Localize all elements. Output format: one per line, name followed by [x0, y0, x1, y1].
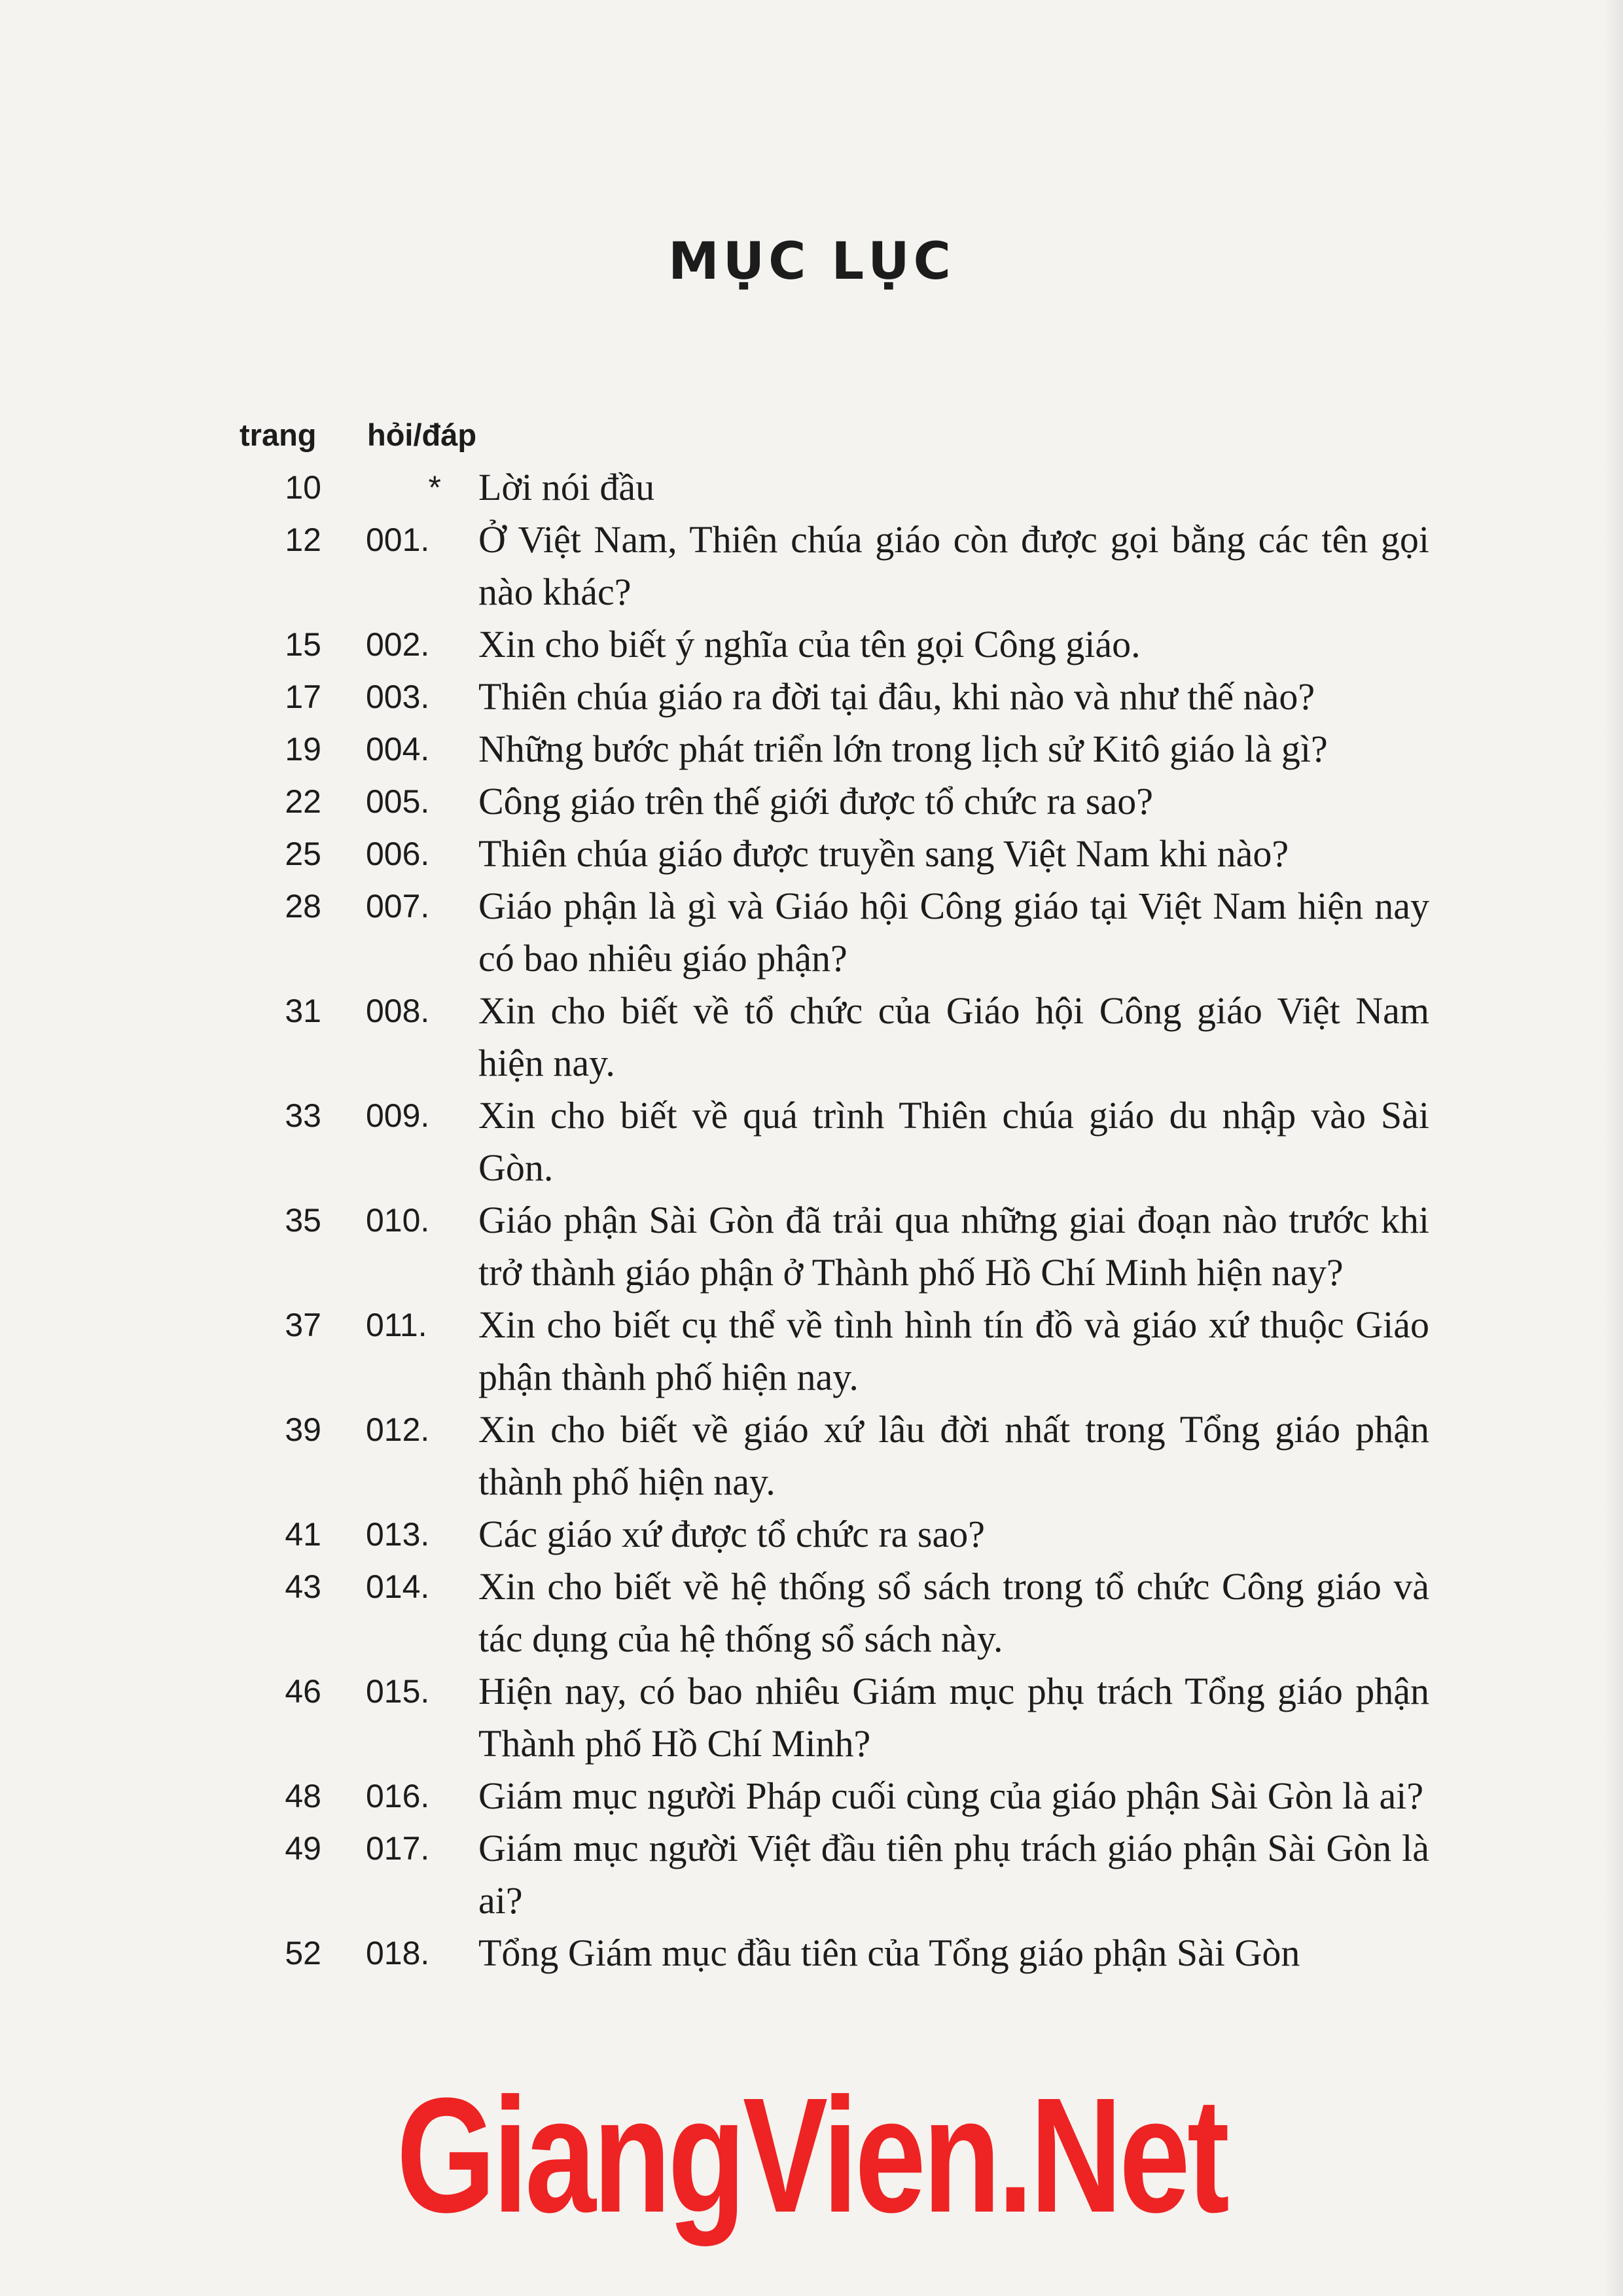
entry-number: 011.	[366, 1307, 427, 1343]
entry-number: 008.	[366, 993, 430, 1029]
entry-title: Các giáo xứ được tổ chức ra sao?	[478, 1513, 985, 1555]
entry-number: 017.	[366, 1830, 430, 1867]
table-of-contents	[240, 402, 1431, 1979]
toc-entry	[240, 514, 1431, 618]
column-header-qa: hỏi/đáp	[367, 417, 477, 452]
entry-title: Thiên chúa giáo ra đời tại đâu, khi nào và như thế nào?	[478, 675, 1315, 718]
entry-number: 010.	[366, 1202, 430, 1239]
entry-number: 009.	[366, 1097, 430, 1134]
page-title: MỤC LỤC	[668, 232, 955, 291]
entry-title: Thiên chúa giáo được truyền sang Việt Nam khi nào?	[478, 832, 1289, 875]
entry-page: 31	[285, 993, 321, 1029]
entry-page: 48	[285, 1778, 321, 1814]
entry-title: Xin cho biết về quá trình Thiên chúa giáo du nhập vào Sài Gòn.	[478, 1094, 1429, 1189]
entry-page: 46	[285, 1673, 321, 1710]
entry-title: Xin cho biết về tổ chức của Giáo hội Công giáo Việt Nam hiện nay.	[478, 989, 1429, 1084]
entry-title: Giáo phận là gì và Giáo hội Công giáo tại Việt Nam hiện nay có bao nhiêu giáo phận?	[478, 885, 1429, 980]
entry-title: Xin cho biết về hệ thống sổ sách trong tổ chức Công giáo và tác dụng của hệ thống sổ sách này.	[478, 1565, 1429, 1660]
entry-title: Lời nói đầu	[478, 466, 655, 508]
entry-number: 001.	[366, 521, 430, 558]
entry-number: *	[428, 469, 441, 506]
entry-number: 005.	[366, 783, 430, 820]
entry-number: 018.	[366, 1935, 430, 1971]
entry-number: 015.	[366, 1673, 430, 1710]
entry-number: 007.	[366, 888, 430, 925]
entry-title: Hiện nay, có bao nhiêu Giám mục phụ trách Tổng giáo phận Thành phố Hồ Chí Minh?	[478, 1670, 1429, 1765]
toc-header-row	[240, 402, 1431, 461]
toc-entry	[240, 828, 1431, 880]
toc-entry	[240, 1089, 1431, 1194]
entry-title: Công giáo trên thế giới được tổ chức ra sao?	[478, 780, 1153, 822]
entry-title: Giám mục người Pháp cuối cùng của giáo phận Sài Gòn là ai?	[478, 1775, 1424, 1817]
entry-page: 52	[285, 1935, 321, 1971]
entry-page: 39	[285, 1411, 321, 1448]
entry-page: 41	[285, 1516, 321, 1553]
toc-entry	[240, 618, 1431, 671]
toc-entry	[240, 1665, 1431, 1770]
entry-page: 43	[285, 1568, 321, 1605]
entry-title: Những bước phát triển lớn trong lịch sử Kitô giáo là gì?	[478, 728, 1328, 770]
toc-entry	[240, 985, 1431, 1089]
toc-entry	[240, 1561, 1431, 1665]
entry-number: 004.	[366, 731, 430, 768]
page-edge-shadow	[1603, 0, 1623, 2296]
entry-page: 12	[285, 521, 321, 558]
entry-number: 016.	[366, 1778, 430, 1814]
entry-page: 33	[285, 1097, 321, 1134]
entry-number: 002.	[366, 626, 430, 663]
toc-entry	[240, 1927, 1431, 1979]
entry-page: 49	[285, 1830, 321, 1867]
entry-page: 17	[285, 679, 321, 715]
entry-title: Xin cho biết về giáo xứ lâu đời nhất trong Tổng giáo phận thành phố hiện nay.	[478, 1408, 1429, 1503]
toc-entry	[240, 461, 1431, 514]
entry-title: Xin cho biết cụ thể về tình hình tín đồ và giáo xứ thuộc Giáo phận thành phố hiện nay.	[478, 1303, 1429, 1398]
toc-entry	[240, 1508, 1431, 1561]
entry-page: 35	[285, 1202, 321, 1239]
entry-number: 006.	[366, 836, 430, 872]
toc-entry	[240, 880, 1431, 985]
toc-entry	[240, 671, 1431, 723]
entry-number: 003.	[366, 679, 430, 715]
watermark-logo-text: GiangVien.Net	[396, 2064, 1227, 2246]
toc-entry	[240, 723, 1431, 775]
entry-title: Giáo phận Sài Gòn đã trải qua những giai đoạn nào trước khi trở thành giáo phận ở Thành phố Hồ Chí Minh hiện nay?	[478, 1199, 1429, 1294]
entry-title: Tổng Giám mục đầu tiên của Tổng giáo phận Sài Gòn	[478, 1932, 1300, 1974]
column-header-page: trang	[240, 417, 317, 452]
entry-page: 10	[285, 469, 321, 506]
entry-page: 28	[285, 888, 321, 925]
toc-entry	[240, 1194, 1431, 1299]
entry-title: Giám mục người Việt đầu tiên phụ trách giáo phận Sài Gòn là ai?	[478, 1827, 1429, 1922]
entry-page: 22	[285, 783, 321, 820]
entry-title: Ở Việt Nam, Thiên chúa giáo còn được gọi bằng các tên gọi nào khác?	[478, 518, 1429, 613]
toc-entry	[240, 1770, 1431, 1822]
entry-page: 15	[285, 626, 321, 663]
toc-entry	[240, 1299, 1431, 1404]
entry-number: 012.	[366, 1411, 430, 1448]
entry-page: 19	[285, 731, 321, 768]
toc-entry	[240, 775, 1431, 828]
entry-number: 014.	[366, 1568, 430, 1605]
toc-entry	[240, 1822, 1431, 1927]
toc-entry	[240, 1404, 1431, 1508]
entry-number: 013.	[366, 1516, 430, 1553]
entry-page: 25	[285, 836, 321, 872]
entry-page: 37	[285, 1307, 321, 1343]
entry-title: Xin cho biết ý nghĩa của tên gọi Công giáo.	[478, 623, 1141, 665]
